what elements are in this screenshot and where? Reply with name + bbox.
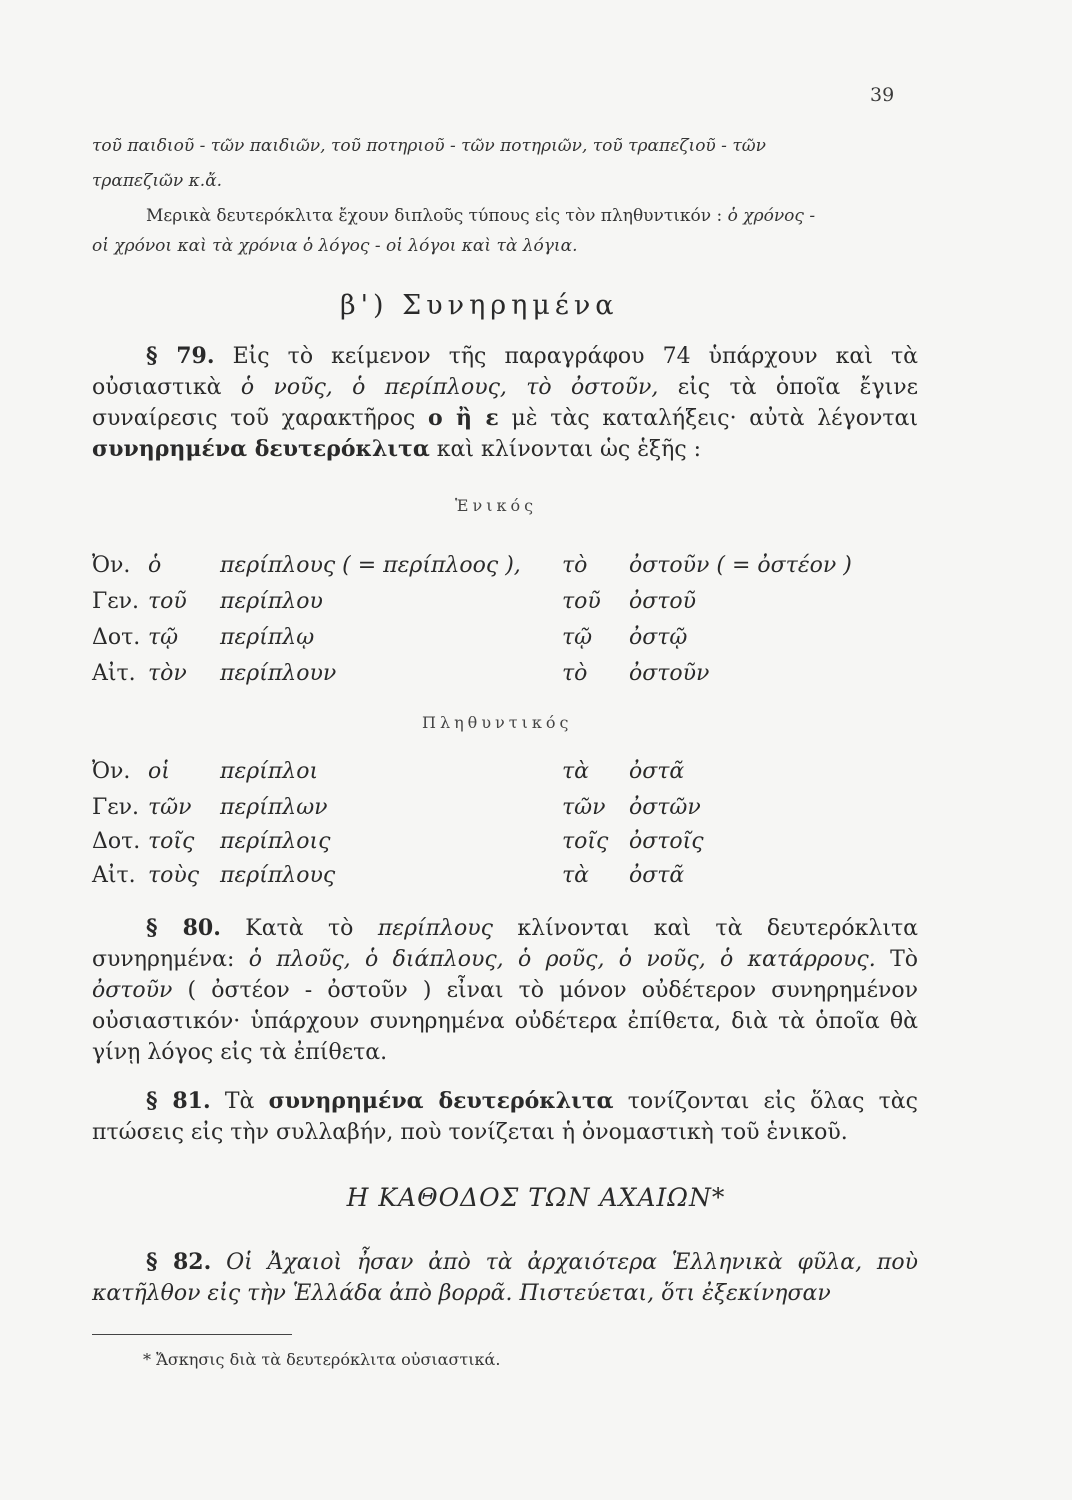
section-number: § 80. (146, 915, 221, 941)
text: Τὸ (875, 947, 918, 972)
article: οἱ (148, 759, 170, 784)
noun-form: περίπλοι (220, 759, 319, 784)
article: τοῖς (562, 829, 609, 854)
noun-form: ὀστοῖς (629, 829, 704, 854)
case-label: Γεν. (92, 795, 140, 820)
noun-form: ὀστᾶ (629, 759, 685, 784)
text: τονίζονται εἰς ὅλας τὰς πτώσεις εἰς τὴν συλλαβήν, ποὺ τονίζεται ἡ ὀνομαστικὴ τοῦ ἑνικοῦ. (92, 1089, 918, 1145)
case-label: Αἰτ. (92, 863, 136, 888)
italic-text: Οἱ Ἀχαιοὶ ἦσαν ἀπὸ τὰ ἀρχαιότερα Ἑλληνικὰ φῦλα, ποὺ κατῆλθον εἰς τὴν Ἑλλάδα ἀπὸ βορρᾶ. Πιστεύεται, ὅτι ἐξεκίνησαν (92, 1250, 918, 1306)
table-row (92, 661, 922, 691)
paragraph-79 (92, 341, 918, 465)
article: ὁ (148, 553, 162, 578)
noun-form: ὀστοῦν ( = ὀστέον ) (629, 553, 852, 578)
footnote-rule (92, 1334, 292, 1335)
noun-form: ὀστῷ (629, 625, 688, 650)
bold-term: συνηρημένα δευτερόκλιτα (268, 1088, 614, 1114)
italic-words: ὀστοῦν (92, 978, 173, 1003)
bold-letters: ο ἢ ε (428, 405, 499, 431)
table-row (92, 553, 922, 583)
article: τοῖς (148, 829, 195, 854)
paragraph-82 (92, 1247, 918, 1309)
case-label: Ὀν. (92, 553, 131, 578)
case-label: Γεν. (92, 589, 140, 614)
text: καὶ κλίνονται ὡς ἑξῆς : (429, 437, 702, 462)
noun-form: ὀστοῦ (629, 589, 697, 614)
table-row (92, 863, 922, 893)
section-number: § 79. (146, 343, 215, 369)
article: τῷ (562, 625, 593, 650)
footnote: * Ἄσκησις διὰ τὰ δευτερόκλιτα οὐσιαστικά. (143, 1350, 501, 1369)
noun-form: ὀστοῦν (629, 661, 710, 686)
article: τοῦ (562, 589, 601, 614)
text: Τὰ (210, 1089, 269, 1114)
noun-form: περίπλου (220, 589, 323, 614)
paragraph-81 (92, 1086, 918, 1148)
text: εἰς τὰ ὁποῖα ἔγινε συναίρεσις τοῦ χαρακτῆρος (92, 375, 918, 431)
noun-form: περίπλων (220, 795, 328, 820)
intro-line-2: τραπεζιῶν κ.ἄ. (92, 171, 223, 191)
noun-form: ὀστῶν (629, 795, 701, 820)
intro-line-3 (92, 201, 918, 231)
article: τῷ (148, 625, 179, 650)
text: μὲ τὰς καταλήξεις· αὐτὰ λέγονται (498, 406, 918, 431)
table-row (92, 625, 922, 655)
text: ( ὀστέον - ὀστοῦν ) εἶναι τὸ μόνον οὐδέτερον συνηρημένον οὐσιαστικόν· ὑπάρχουν συνηρημένα οὐδέτερα ἐπίθετα, διὰ τὰ ὁποῖα θὰ γίνῃ λόγος εἰς τὰ ἐπίθετα. (92, 978, 918, 1065)
article: τῶν (148, 795, 192, 820)
intro-line-4: οἱ χρόνοι καὶ τὰ χρόνια ὁ λόγος - οἱ λόγοι καὶ τὰ λόγια. (92, 236, 578, 256)
article: τὸν (148, 661, 187, 686)
italic-words: ὁ πλοῦς, ὁ διάπλους, ὁ ροῦς, ὁ νοῦς, ὁ κατάρρους. (248, 947, 876, 972)
paragraph-80 (92, 913, 918, 1068)
text: κλίνονται καὶ τὰ δευτερόκλιτα συνηρημένα: (92, 916, 918, 972)
section-number: § 82. (146, 1249, 212, 1275)
article: τοὺς (148, 863, 200, 888)
case-label: Ὀν. (92, 759, 131, 784)
table-row (92, 795, 922, 825)
section-number: § 81. (146, 1088, 211, 1114)
article: τοῦ (148, 589, 187, 614)
article: τῶν (562, 795, 606, 820)
noun-form: ὀστᾶ (629, 863, 685, 888)
intro-line-1: τοῦ παιδιοῦ - τῶν παιδιῶν, τοῦ ποτηριοῦ - τῶν ποτηριῶν, τοῦ τραπεζιοῦ - τῶν (92, 136, 766, 156)
table-row (92, 829, 922, 859)
section-heading: β') Συνηρημένα (340, 290, 619, 321)
intro-upright-text: Μερικὰ δευτερόκλιτα ἔχουν διπλοῦς τύπους εἰς τὸν πληθυντικόν : (146, 206, 723, 226)
bold-term: συνηρημένα δευτερόκλιτα (92, 436, 430, 462)
text: Εἰς τὸ κείμενον τῆς παραγράφου 74 ὑπάρχουν καὶ τὰ οὐσιαστικὰ (92, 344, 918, 400)
article: τὸ (562, 661, 588, 686)
noun-form: περίπλῳ (220, 625, 315, 650)
italic-words: περίπλους (377, 916, 493, 941)
case-label: Αἰτ. (92, 661, 136, 686)
article: τὰ (562, 863, 590, 888)
text: Κατὰ τὸ (220, 916, 378, 941)
noun-form: περίπλους ( = περίπλοος ), (220, 553, 521, 578)
singular-label: Ἑνικός (455, 496, 538, 515)
table-row (92, 759, 922, 789)
table-row (92, 589, 922, 619)
italic-words: ὁ νοῦς, ὁ περίπλους, τὸ ὀστοῦν, (240, 375, 659, 400)
chapter-title: Η ΚΑΘΟΔΟΣ ΤΩΝ ΑΧΑΙΩΝ* (346, 1183, 726, 1212)
case-label: Δοτ. (92, 625, 141, 650)
article: τὸ (562, 553, 588, 578)
article: τὰ (562, 759, 590, 784)
noun-form: περίπλουν (220, 661, 337, 686)
noun-form: περίπλοις (220, 829, 331, 854)
intro-italic-text: ὁ χρόνος - (722, 206, 816, 226)
plural-label: Πληθυντικός (422, 713, 573, 732)
page-number: 39 (870, 84, 895, 106)
case-label: Δοτ. (92, 829, 141, 854)
noun-form: περίπλους (220, 863, 336, 888)
